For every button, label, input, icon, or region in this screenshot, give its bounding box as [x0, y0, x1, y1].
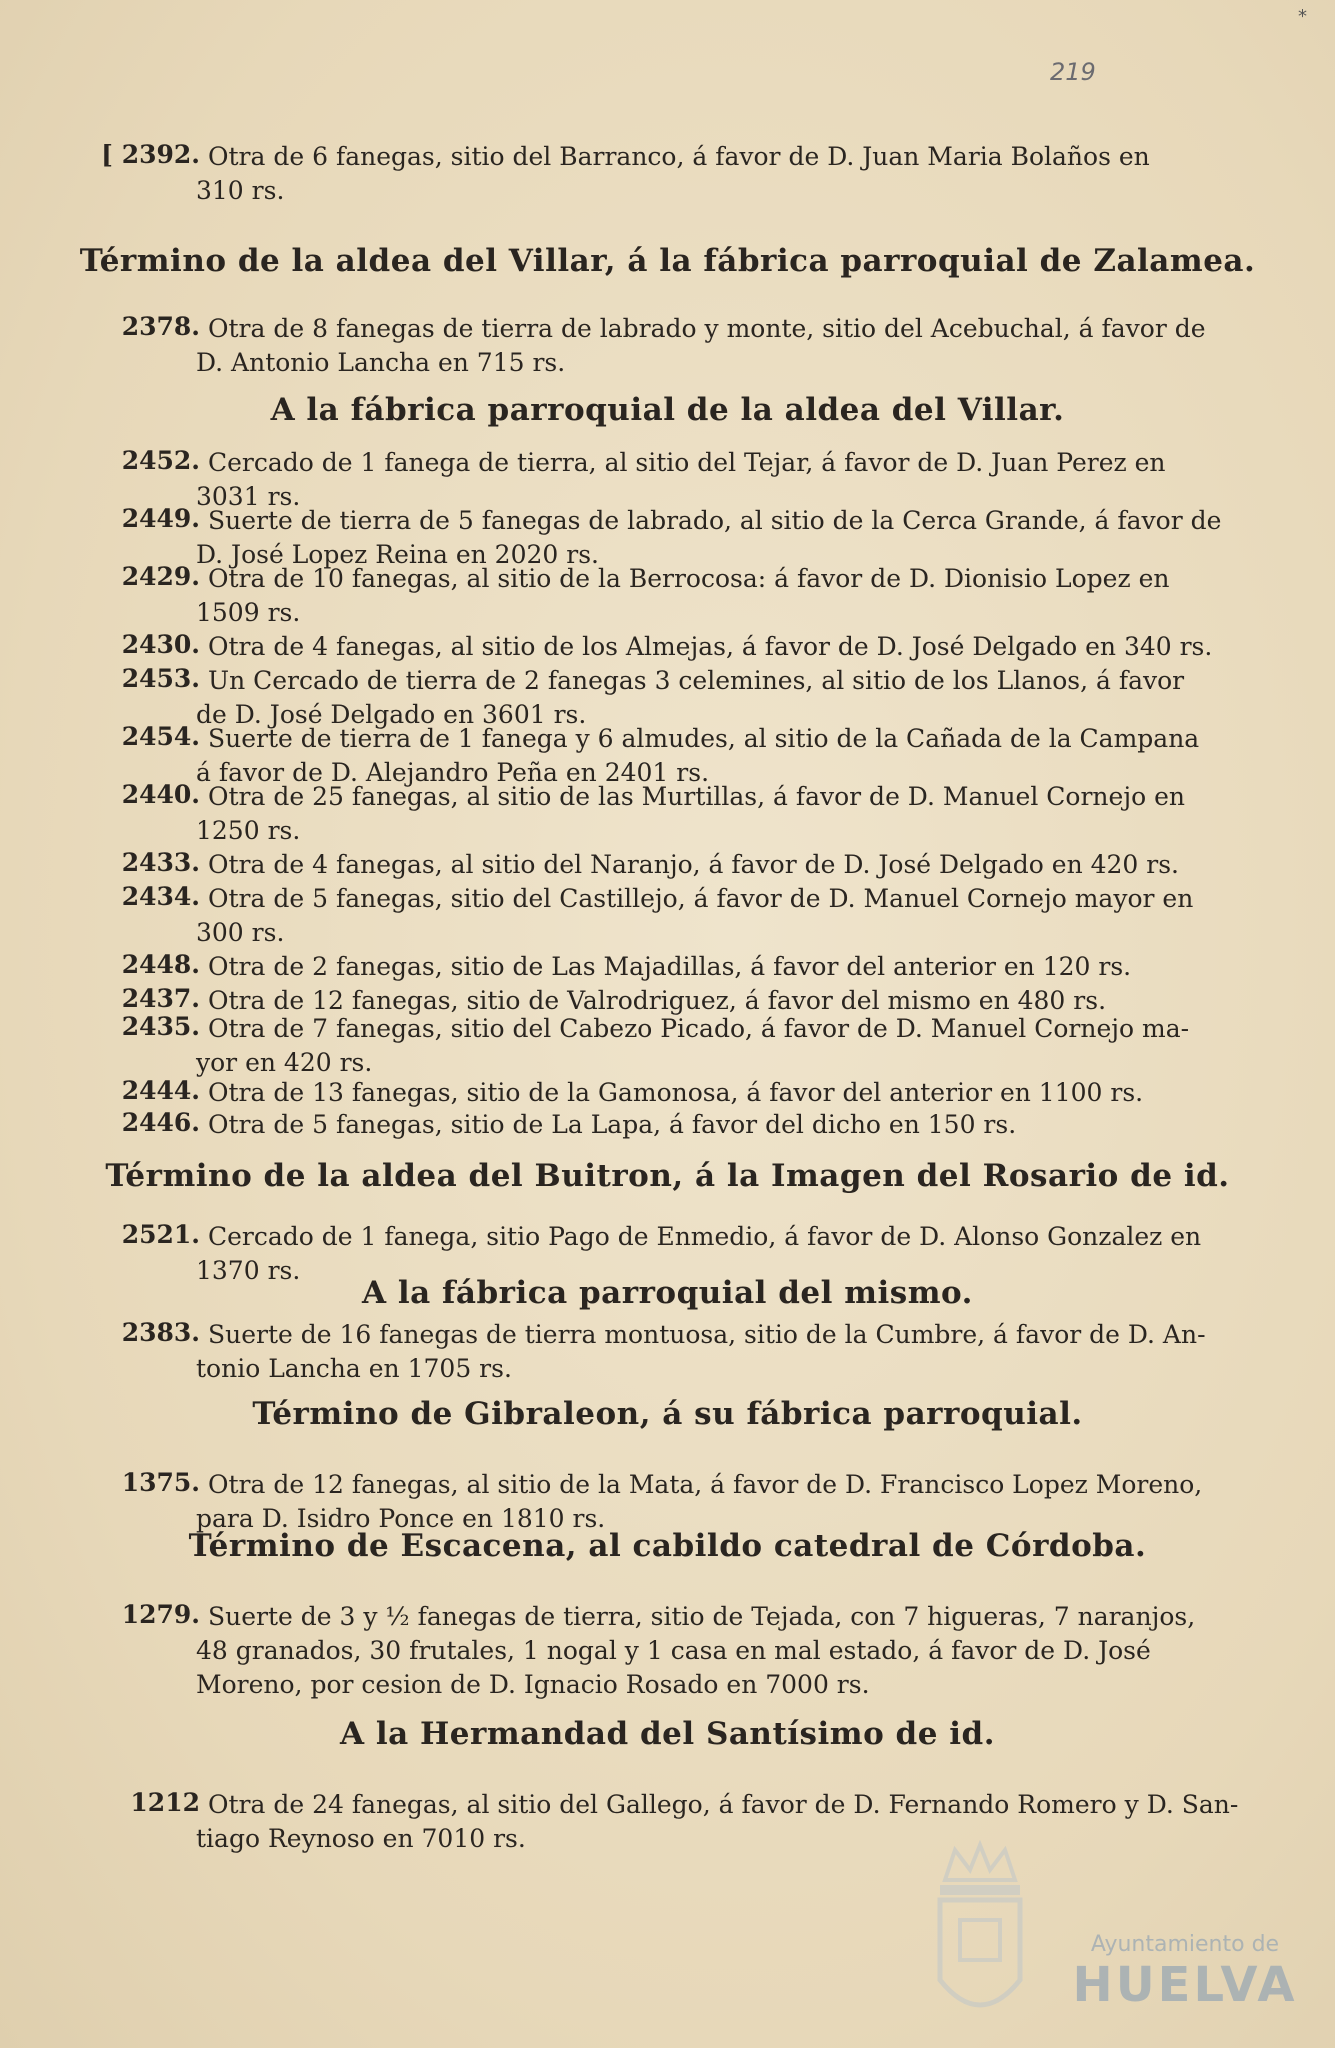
entry-number: 1375.: [121, 1468, 200, 1497]
watermark-line2: HUELVA: [1072, 1957, 1298, 2013]
entry-number: 2437.: [121, 984, 200, 1013]
entry-text: Cercado de 1 fanega, sitio Pago de Enmedio, á favor de D. Alonso Gonzalez en 1370 rs.: [196, 1222, 1202, 1285]
crest-icon: [925, 1840, 1035, 2030]
entry-text: Otra de 13 fanegas, sitio de la Gamonosa, á favor del anterior en 1100 rs.: [208, 1078, 1144, 1107]
entry-text: Otra de 12 fanegas, sitio de Valrodriguez, á favor del mismo en 480 rs.: [208, 986, 1107, 1015]
entry-number: 2383.: [121, 1318, 200, 1347]
entry-number: 1279.: [121, 1600, 200, 1629]
page-number: 219: [1050, 58, 1096, 86]
entry-number: 2435.: [121, 1012, 200, 1041]
entry-number: 2378.: [121, 312, 200, 341]
entry-text: Otra de 5 fanegas, sitio de La Lapa, á favor del dicho en 150 rs.: [208, 1110, 1017, 1139]
entry-text: Otra de 4 fanegas, al sitio de los Almejas, á favor de D. José Delgado en 340 rs.: [208, 632, 1213, 661]
institution-watermark: [1055, 1932, 1315, 2013]
entry-text: Otra de 24 fanegas, al sitio del Gallego, á favor de D. Fernando Romero y D. San- tiago Reynoso en 7010 rs.: [196, 1790, 1239, 1853]
entry-number: 2440.: [121, 780, 200, 809]
entry-text: Suerte de tierra de 5 fanegas de labrado, al sitio de la Cerca Grande, á favor de D. José Lopez Reina en 2020 rs.: [196, 506, 1222, 569]
section-heading: Término de la aldea del Buitron, á la Imagen del Rosario de id.: [105, 1158, 1230, 1194]
entry-number: 2453.: [121, 664, 200, 693]
section-heading: A la Hermandad del Santísimo de id.: [339, 1716, 995, 1752]
entry-text: Suerte de 3 y ½ fanegas de tierra, sitio de Tejada, con 7 higueras, 7 naranjos, 48 granados, 30 frutales, 1 nogal y 1 casa en mal estado, á favor de D. José Moreno, por cesion de D. Ignacio Rosado en 7000 rs.: [196, 1602, 1196, 1699]
entry-number: 2454.: [121, 722, 200, 751]
entry-number: 2446.: [121, 1108, 200, 1137]
entry-number: 2452.: [121, 446, 200, 475]
entry-number: 2430.: [121, 630, 200, 659]
entry-number: 2449.: [121, 504, 200, 533]
section-heading: Término de Escacena, al cabildo catedral de Córdoba.: [188, 1528, 1147, 1564]
entry-text: Otra de 12 fanegas, al sitio de la Mata, á favor de D. Francisco Lopez Moreno, para D. Isidro Ponce en 1810 rs.: [196, 1470, 1203, 1533]
entry-text: Cercado de 1 fanega de tierra, al sitio del Tejar, á favor de D. Juan Perez en 3031 rs.: [196, 448, 1166, 511]
entry-text: Otra de 5 fanegas, sitio del Castillejo, á favor de D. Manuel Cornejo mayor en 300 rs.: [196, 884, 1194, 947]
entry-number: 2429.: [121, 562, 200, 591]
entry-number: 1212: [130, 1788, 200, 1817]
entry-text: Otra de 7 fanegas, sitio del Cabezo Picado, á favor de D. Manuel Cornejo ma- yor en 420 rs.: [196, 1014, 1190, 1077]
section-heading: Término de Gibraleon, á su fábrica parroquial.: [252, 1396, 1083, 1432]
entry-text: Otra de 6 fanegas, sitio del Barranco, á favor de D. Juan Maria Bolaños en 310 rs.: [196, 142, 1150, 205]
entry-text: Otra de 25 fanegas, al sitio de las Murtillas, á favor de D. Manuel Cornejo en 1250 rs.: [196, 782, 1185, 845]
entry-text: Otra de 8 fanegas de tierra de labrado y monte, sitio del Acebuchal, á favor de D. Antonio Lancha en 715 rs.: [196, 314, 1206, 377]
entry-text: Suerte de tierra de 1 fanega y 6 almudes, al sitio de la Cañada de la Campana á favor de D. Alejandro Peña en 2401 rs.: [196, 724, 1200, 787]
entry-number: 2448.: [121, 950, 200, 979]
entry-number: [ 2392.: [101, 140, 200, 169]
section-heading: A la fábrica parroquial del mismo.: [362, 1275, 973, 1311]
watermark-line1: Ayuntamiento de: [1090, 1932, 1280, 1957]
entry-text: Otra de 2 fanegas, sitio de Las Majadillas, á favor del anterior en 120 rs.: [208, 952, 1132, 981]
corner-mark: *: [1298, 6, 1307, 27]
entry-text: Suerte de 16 fanegas de tierra montuosa, sitio de la Cumbre, á favor de D. An- tonio Lancha en 1705 rs.: [196, 1320, 1206, 1383]
entry-text: Otra de 4 fanegas, al sitio del Naranjo, á favor de D. José Delgado en 420 rs.: [208, 850, 1180, 879]
entry-text: Un Cercado de tierra de 2 fanegas 3 celemines, al sitio de los Llanos, á favor de D. José Delgado en 3601 rs.: [196, 666, 1185, 729]
section-heading: A la fábrica parroquial de la aldea del Villar.: [270, 392, 1065, 428]
entry-number: 2433.: [121, 848, 200, 877]
entry-number: 2434.: [121, 882, 200, 911]
entry-number: 2444.: [121, 1076, 200, 1105]
entry-number: 2521.: [121, 1220, 200, 1249]
entry-text: Otra de 10 fanegas, al sitio de la Berrocosa: á favor de D. Dionisio Lopez en 1509 rs.: [196, 564, 1170, 627]
section-heading: Término de la aldea del Villar, á la fábrica parroquial de Zalamea.: [79, 243, 1256, 279]
